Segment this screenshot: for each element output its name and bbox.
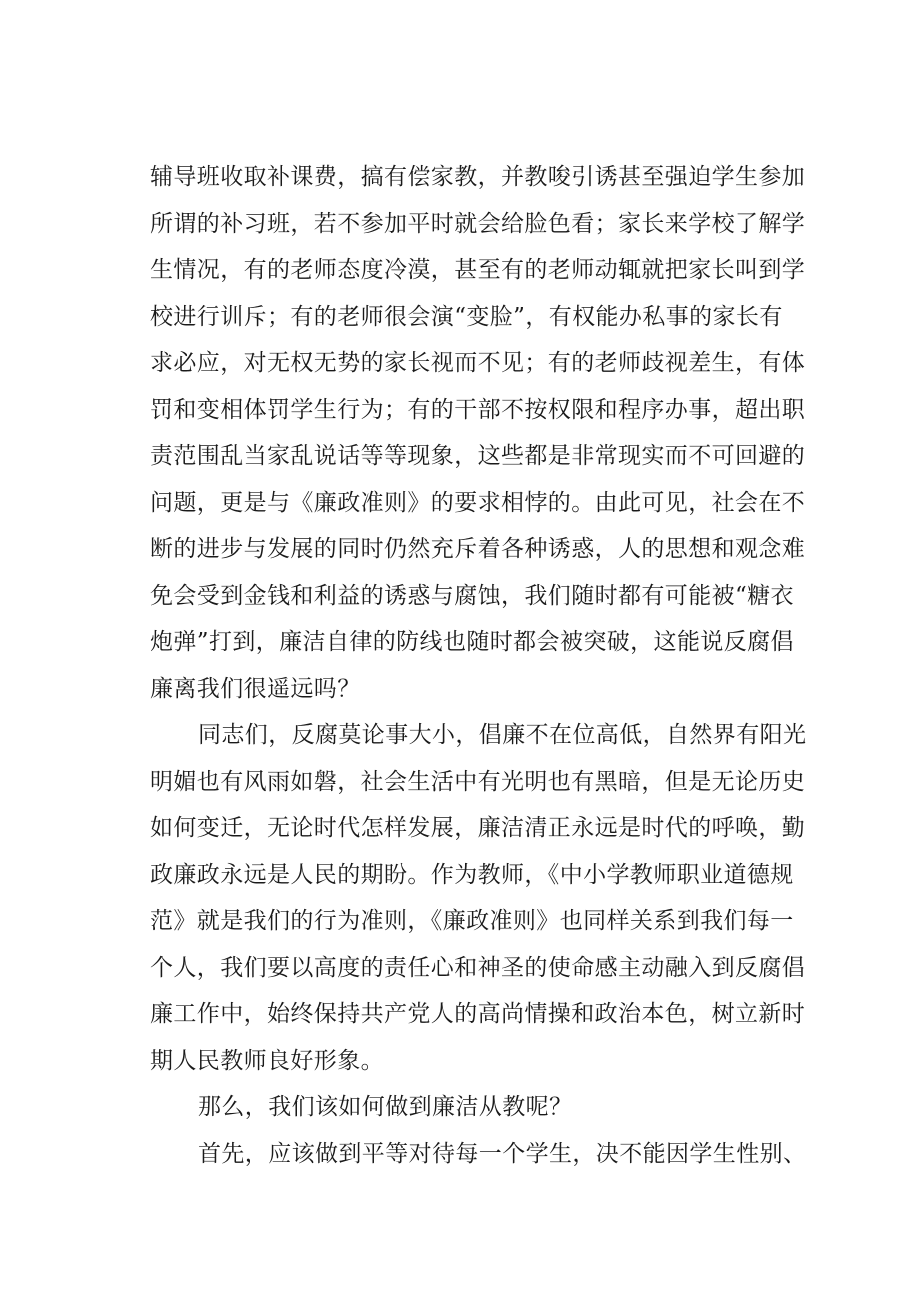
text-line: 罚和变相体罚学生行为；有的干部不按权限和程序办事，超出职: [150, 396, 806, 423]
text-line: 炮弹”打到，廉洁自律的防线也随时都会被突破，这能说反腐倡: [150, 629, 794, 655]
text-line: 期人民教师良好形象。: [150, 1047, 384, 1074]
text-line: 责范围乱当家乱说话等等现象，这些都是非常现实而不可回避的: [150, 443, 806, 469]
text-line: 政廉政永远是人民的期盼。作为教师，《中小学教师职业道德规: [150, 861, 794, 888]
body-text: [150, 154, 807, 1177]
text-line: 问题，更是与《廉政准则》的要求相悖的。由此可见，社会在不: [150, 489, 806, 516]
text-line: 免会受到金钱和利益的诱惑与腐蚀，我们随时都有可能被“糖衣: [150, 582, 794, 609]
text-line: 如何变迁，无论时代怎样发展，廉洁清正永远是时代的呼唤，勤: [150, 815, 806, 841]
text-line: 廉工作中，始终保持共产党人的高尚情操和政治本色，树立新时: [150, 1001, 806, 1027]
text-line: 校进行训斥；有的老师很会演“变脸”，有权能办私事的家长有: [150, 303, 783, 330]
paragraph-first-line: 同志们，反腐莫论事大小，倡廉不在位高低，自然界有阳光: [198, 722, 807, 748]
text-line: 明媚也有风雨如磐，社会生活中有光明也有黑暗，但是无论历史: [150, 768, 806, 795]
text-line: 生情况，有的老师态度冷漠，甚至有的老师动辄就把家长叫到学: [150, 257, 806, 283]
text-line: 辅导班收取补课费，搞有偿家教，并教唆引诱甚至强迫学生参加: [150, 164, 806, 190]
text-line: 个人，我们要以高度的责任心和神圣的使命感主动融入到反腐倡: [150, 954, 806, 981]
paragraph-first-line: 首先，应该做到平等对待每一个学生，决不能因学生性别、: [198, 1140, 807, 1167]
text-line: 廉离我们很遥远吗？: [150, 675, 361, 702]
text-line: 求必应，对无权无势的家长视而不见；有的老师歧视差生，有体: [150, 350, 806, 376]
text-line: 范》就是我们的行为准则，《廉政准则》也同样关系到我们每一: [150, 908, 794, 934]
text-line: 断的进步与发展的同时仍然充斥着各种诱惑，人的思想和观念难: [150, 536, 806, 562]
paragraph-first-line: 那么，我们该如何做到廉洁从教呢？: [198, 1094, 573, 1120]
text-line: 所谓的补习班，若不参加平时就会给脸色看；家长来学校了解学: [150, 210, 806, 237]
